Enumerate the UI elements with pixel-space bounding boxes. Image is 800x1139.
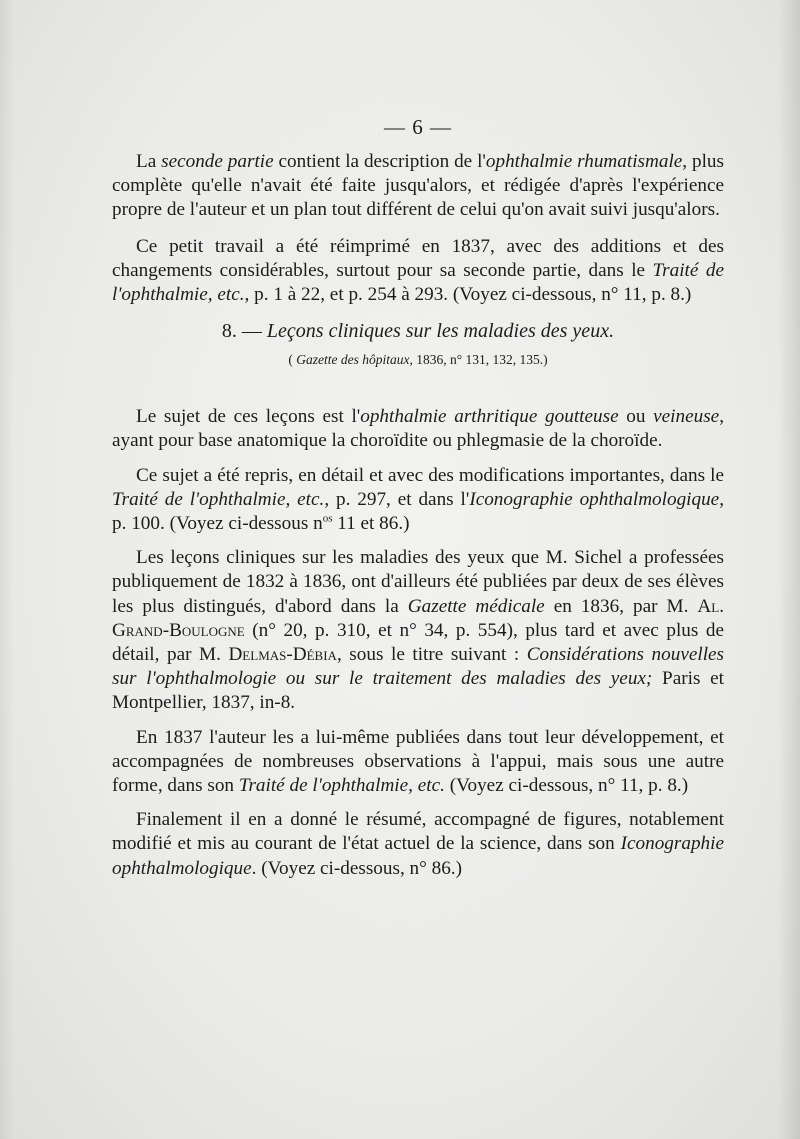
text-run: , sous le titre suivant :	[336, 644, 527, 666]
paragraph-finalement	[112, 808, 724, 881]
italic-run: seconde partie	[161, 151, 274, 172]
paragraph-seconde-partie	[112, 150, 724, 223]
text-run: 11 et 86.)	[332, 513, 410, 535]
paragraph-sujet-lecons	[112, 405, 724, 453]
italic-run: Iconographie ophthalmologique	[112, 833, 724, 879]
text-run: , ayant pour base anatomique la choroïdite ou phlegmasie de la choroïde.	[112, 406, 724, 452]
text-run: en 1836, par M.	[544, 595, 698, 617]
superscript: os	[322, 512, 333, 525]
text-run: Les leçons cliniques sur les maladies des yeux que M. Sichel a professées publiquement de 1832 à 1836, ont d'ailleurs été publiées par deux de ses élèves les plus distingués, d'abord dans la	[112, 547, 724, 617]
text-run: Le sujet de ces leçons est l'	[136, 406, 361, 428]
author-name: Al. Grand-Boulogne	[112, 595, 725, 641]
text-run: En 1837 l'auteur les a lui-même publiées dans tout leur développement, et accompagnées de nombreuses observations à l'appui, mais sous une autre forme, dans son	[112, 726, 724, 797]
page-edge-shadow-left	[0, 0, 14, 1139]
text-run: (n° 20, p. 310, et n° 34, p. 554), plus tard et avec plus de détail, par M.	[112, 619, 724, 666]
text-run: , p. 297, et dans l'	[324, 488, 470, 510]
italic-run: Iconographie ophthalmologique	[469, 488, 720, 510]
text-run: contient la description de l'	[273, 151, 486, 172]
paragraph-reimpression	[112, 235, 724, 308]
text-run: Finalement il en a donné le résumé, accompagné de figures, notablement modifié et mis au courant de l'état actuel de la science, dans son	[112, 809, 724, 855]
entry-number: 8. —	[221, 320, 267, 343]
text-run: La	[136, 151, 162, 172]
entry-source	[112, 351, 724, 369]
page-content	[112, 112, 724, 891]
italic-run: Traité de l'ophthalmie, etc.	[112, 488, 325, 510]
italic-run: ophthalmie rhumatismale	[485, 151, 683, 172]
text-run: Paris et Montpellier, 1837, in-8.	[112, 668, 724, 714]
text-run: Ce petit travail a été réimprimé en 1837, avec des additions et des changements considérables, surtout pour sa seconde partie, dans le	[112, 235, 724, 281]
paragraph-sujet-repris	[112, 464, 724, 537]
text-run: , plus complète qu'elle n'avait été faite jusqu'alors, et rédigée d'après l'expérience propre de l'auteur et un plan tout différent de celui qu'on avait suivi jusqu'alors.	[112, 151, 724, 221]
text-run: (Voyez ci-dessous, n° 11, p. 8.)	[444, 775, 689, 797]
text-run: , 1836, n° 131, 132, 135.)	[409, 352, 548, 368]
text-run: Ce sujet a été repris, en détail et avec des modifications importantes, dans le	[136, 464, 724, 486]
entry-title	[112, 317, 724, 345]
text-run: (	[288, 352, 297, 368]
italic-run: Gazette médicale	[407, 595, 545, 617]
entry-title-text: Leçons cliniques sur les maladies des yeux.	[266, 320, 615, 343]
italic-run: Traité de l'ophthalmie, etc.	[112, 259, 724, 306]
italic-run: veineuse	[653, 406, 720, 428]
italic-run: Traité de l'ophthalmie, etc.	[238, 775, 445, 797]
journal-name: Gazette des hôpitaux	[296, 352, 410, 368]
page-number: — 6 —	[384, 115, 452, 139]
text-run: , p. 100. (Voyez ci-dessous n	[112, 488, 725, 535]
text-run: . (Voyez ci-dessous, n° 86.)	[251, 857, 462, 879]
italic-run: Considérations nouvelles sur l'ophthalmologie ou sur le traitement des maladies des yeux;	[112, 644, 725, 690]
author-name: Delmas-Débia	[228, 644, 337, 666]
paragraph-auteur-1837	[112, 726, 724, 799]
text-run: ou	[618, 406, 654, 428]
paragraph-lecons-publiees	[112, 546, 724, 715]
text-run: , p. 1 à 22, et p. 254 à 293. (Voyez ci-dessous, n° 11, p. 8.)	[244, 284, 692, 306]
page-edge-shadow-right	[778, 0, 800, 1139]
italic-run: ophthalmie arthritique goutteuse	[360, 406, 619, 428]
